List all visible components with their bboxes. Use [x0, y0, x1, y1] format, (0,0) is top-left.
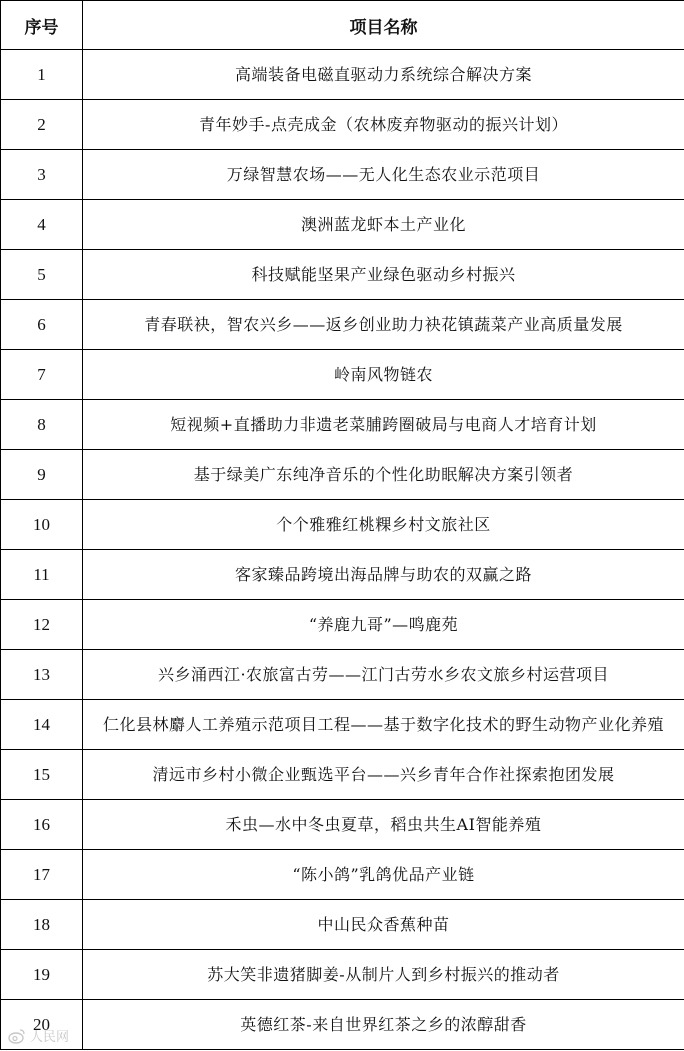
table-row: [1, 200, 684, 250]
project-name: 客家臻品跨境出海品牌与助农的双赢之路: [83, 550, 684, 600]
project-name: 科技赋能坚果产业绿色驱动乡村振兴: [83, 250, 684, 300]
project-name: 清远市乡村小微企业甄选平台——兴乡青年合作社探索抱团发展: [83, 750, 684, 800]
project-name: 兴乡涌西江·农旅富古劳——江门古劳水乡农文旅乡村运营项目: [83, 650, 684, 700]
table-body: [1, 50, 684, 1050]
row-number: 4: [1, 200, 83, 250]
row-number: 3: [1, 150, 83, 200]
row-number: 8: [1, 400, 83, 450]
row-number: 15: [1, 750, 83, 800]
project-name: 个个雅雅红桃粿乡村文旅社区: [83, 500, 684, 550]
table-row: [1, 450, 684, 500]
table-row: [1, 150, 684, 200]
project-name: 青年妙手-点壳成金（农林废弃物驱动的振兴计划）: [83, 100, 684, 150]
row-number: 20: [1, 1000, 83, 1050]
table-row: [1, 750, 684, 800]
row-number: 9: [1, 450, 83, 500]
table-row: [1, 500, 684, 550]
row-number: 10: [1, 500, 83, 550]
project-name: 中山民众香蕉种苗: [83, 900, 684, 950]
row-number: 17: [1, 850, 83, 900]
table-row: [1, 800, 684, 850]
row-number: 2: [1, 100, 83, 150]
project-name: 仁化县林麝人工养殖示范项目工程——基于数字化技术的野生动物产业化养殖: [83, 700, 684, 750]
header-no: 序号: [1, 1, 83, 50]
project-name: 岭南风物链农: [83, 350, 684, 400]
project-name: 高端装备电磁直驱动力系统综合解决方案: [83, 50, 684, 100]
row-number: 5: [1, 250, 83, 300]
table-row: [1, 900, 684, 950]
project-name: 短视频+直播助力非遗老菜脯跨圈破局与电商人才培育计划: [83, 400, 684, 450]
table-row: [1, 100, 684, 150]
project-name: “陈小鸽”乳鸽优品产业链: [83, 850, 684, 900]
table-row: [1, 700, 684, 750]
header-row: [1, 1, 684, 50]
table-row: [1, 300, 684, 350]
table-row: [1, 600, 684, 650]
watermark-text: 人民网: [30, 1030, 70, 1045]
table-row: [1, 350, 684, 400]
row-number: 1: [1, 50, 83, 100]
table-row: [1, 950, 684, 1000]
row-number: 18: [1, 900, 83, 950]
project-name: “养鹿九哥”—鸣鹿苑: [83, 600, 684, 650]
row-number: 6: [1, 300, 83, 350]
row-number: 13: [1, 650, 83, 700]
row-number: 7: [1, 350, 83, 400]
project-name: 基于绿美广东纯净音乐的个性化助眠解决方案引领者: [83, 450, 684, 500]
table-row: [1, 50, 684, 100]
table-row: [1, 1000, 684, 1050]
row-number: 11: [1, 550, 83, 600]
project-name: 英德红茶-来自世界红茶之乡的浓醇甜香: [83, 1000, 684, 1050]
row-number: 19: [1, 950, 83, 1000]
project-name: 万绿智慧农场——无人化生态农业示范项目: [83, 150, 684, 200]
row-number: 14: [1, 700, 83, 750]
project-name: 澳洲蓝龙虾本土产业化: [83, 200, 684, 250]
row-number: 12: [1, 600, 83, 650]
table-row: [1, 550, 684, 600]
project-name: 青春联袂，智农兴乡——返乡创业助力袂花镇蔬菜产业高质量发展: [83, 300, 684, 350]
table-row: [1, 250, 684, 300]
table-row: [1, 650, 684, 700]
header-name: 项目名称: [83, 1, 684, 50]
row-number: 16: [1, 800, 83, 850]
table-row: [1, 400, 684, 450]
project-name: 禾虫—水中冬虫夏草，稻虫共生AI智能养殖: [83, 800, 684, 850]
project-name: 苏大笑非遗猪脚姜-从制片人到乡村振兴的推动者: [83, 950, 684, 1000]
table-row: [1, 850, 684, 900]
